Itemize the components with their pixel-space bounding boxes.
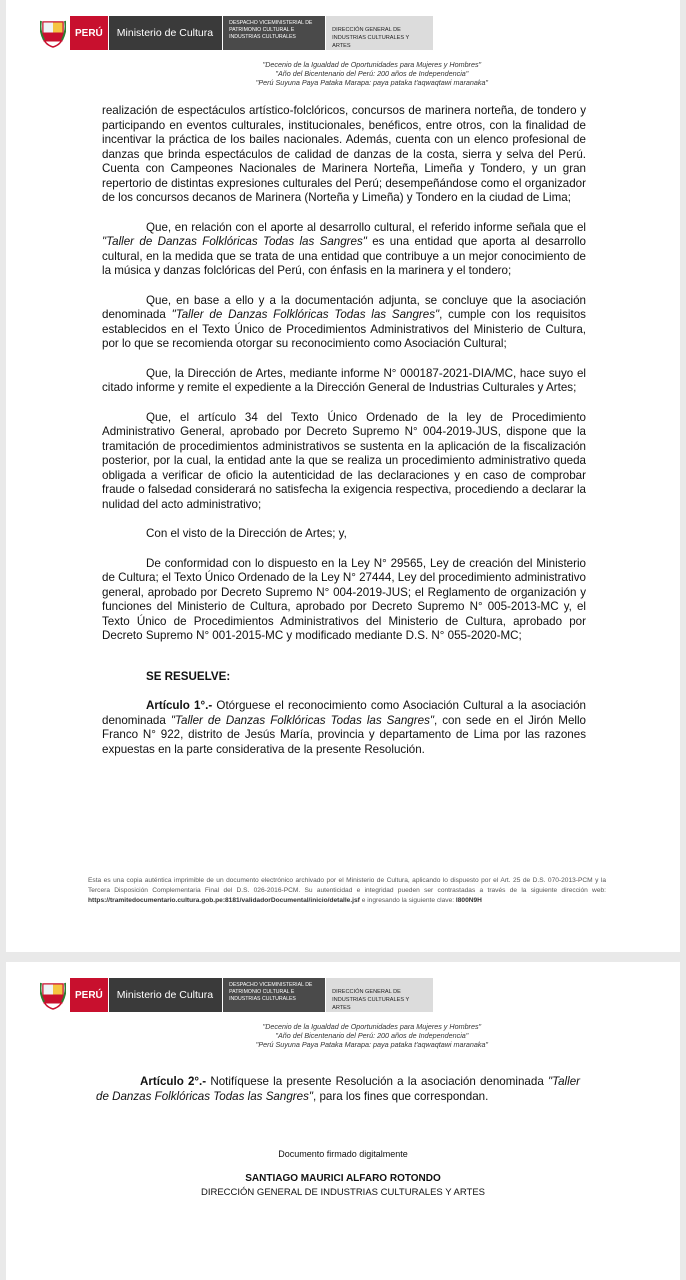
ministry-header (38, 16, 433, 50)
digital-signature-note: Documento firmado digitalmente (278, 1149, 408, 1159)
association-name: "Taller de Danzas Folklóricas Todas las Sangres" (102, 235, 367, 248)
paragraph-2 (102, 221, 586, 279)
official-mottos (256, 1022, 488, 1049)
document-page-1 (6, 0, 680, 952)
paragraph-1: realización de espectáculos artístico-folclóricos, concursos de marinera norteña, de tondero y participando en eventos culturales, institucionales, benéficos, entre otros, con la finalidad de incentivar la práctica de los bailes nacionales. Además, cuenta con un elenco profesional de danzas que brinda espectáculos de calidad de danzas de la costa, sierra y selva del Perú. Cuenta con Campeones Nacionales de Marinera Norteña, Limeña y Tondero, y un gran repertorio de distintas expresiones culturales del Perú; desempeñándose como el organizador de los concursos decanos de Marinera (Norteña y Limeña) y Tondero en la ciudad de Lima; (102, 104, 586, 204)
document-page-2 (6, 962, 680, 1280)
validation-url-link[interactable]: https://tramitedocumentario.cultura.gob.pe:8181/validadorDocumental/inicio/detalle.jsf (88, 897, 360, 904)
article-1-label: Artículo 1°.- (146, 699, 213, 712)
article-1-text-b: , con sede en el Jirón Mello Franco N° 922, distrito de Jesús María, provincia y departamento de Lima por las razones expuestas en la parte considerativa de la presente Resolución. (102, 713, 586, 756)
motto-line-2: "Año del Bicentenario del Perú: 200 años de Independencia" (275, 1031, 469, 1040)
paragraph-7: De conformidad con lo dispuesto en la Ley N° 29565, Ley de creación del Ministerio de Cultura; el Texto Único Ordenado de la Ley N° 27444, Ley del procedimiento administrativo general, aprobado por Decreto Supremo N° 004-2019-JUS; el Reglamento de organización y funciones del Ministerio de Cultura, aprobado por Decreto Supremo N° 005-2013-MC y, el Texto Único de Procedimientos Administrativos del Ministerio de Cultura, aprobado por Decreto Supremo N° 001-2015-MC y modificado mediante D.S. N° 055-2020-MC; (102, 556, 586, 642)
se-resuelve-heading: SE RESUELVE: (146, 669, 231, 683)
association-name: "Taller de Danzas Folklóricas Todas las Sangres" (171, 308, 440, 321)
paragraph-2-text-b: es una entidad que aporta al desarrollo cultural, en la medida que se trata de una entidad que contribuye a un mejor conocimiento de la música y danzas folclóricas del Perú, con énfasis en la marinera y el tondero; (102, 235, 586, 277)
resolution-body (102, 104, 586, 772)
official-mottos (256, 60, 488, 87)
peru-coat-of-arms-icon (38, 16, 68, 50)
paragraph-6: Con el visto de la Dirección de Artes; y, (146, 527, 347, 540)
motto-line-2: "Año del Bicentenario del Perú: 200 años de Independencia" (275, 69, 469, 78)
paragraph-4: Que, la Dirección de Artes, mediante informe N° 000187-2021-DIA/MC, hace suyo el citado informe y remite el expediente a la Dirección General de Industrias Culturales y Artes; (102, 366, 586, 394)
article-2-text-a: Notifíquese la presente Resolución a la asociación denominada (206, 1075, 548, 1088)
article-2-label: Artículo 2°.- (140, 1075, 207, 1088)
paragraph-3-text-a: Que, en base a ello y a la documentación adjunta, se concluye que la asociación denominada (102, 293, 586, 321)
validation-key: I800N9H (455, 897, 482, 904)
paragraph-3 (102, 294, 586, 352)
article-1-text-a: Otórguese el reconocimiento como Asociación Cultural a la asociación denominada (102, 699, 587, 727)
ministry-name: Ministerio de Cultura (108, 978, 222, 1012)
paragraph-3-text-b: , cumple con los requisitos establecidos en el Texto Único de Procedimientos Administrativos del Ministerio de Cultura, por lo que se recomienda otorgar su reconocimiento como Asociación Cultural; (102, 308, 586, 350)
article-2-block (96, 1075, 580, 1104)
motto-line-1: "Decenio de la Igualdad de Oportunidades para Mujeres y Hombres" (262, 60, 482, 69)
signer-name: SANTIAGO MAURICI ALFARO ROTONDO (245, 1173, 441, 1184)
ministry-name: Ministerio de Cultura (108, 16, 222, 50)
association-name: "Taller de Danzas Folklóricas Todas las Sangres" (170, 713, 434, 727)
paragraph-2-text-a: Que, en relación con el aporte al desarrollo cultural, el referido informe señala que el (146, 220, 586, 234)
vice-ministry-label: DESPACHO VICEMINISTERIAL DE PATRIMONIO CULTURAL E INDUSTRIAS CULTURALES (222, 16, 325, 50)
peru-label: PERÚ (70, 16, 108, 50)
motto-line-3: "Perú Suyuna Paya Pataka Marapa: paya pataka t'aqwaqtawi maranaka" (255, 1040, 488, 1049)
vice-ministry-label: DESPACHO VICEMINISTERIAL DE PATRIMONIO CULTURAL E INDUSTRIAS CULTURALES (222, 978, 325, 1012)
direction-label: DIRECCIÓN GENERAL DE INDUSTRIAS CULTURALES Y ARTES (325, 16, 433, 50)
motto-line-3: "Perú Suyuna Paya Pataka Marapa: paya pataka t'aqwaqtawi maranaka" (255, 78, 488, 87)
ministry-header (38, 978, 433, 1012)
direction-label: DIRECCIÓN GENERAL DE INDUSTRIAS CULTURALES Y ARTES (325, 978, 433, 1012)
motto-line-1: "Decenio de la Igualdad de Oportunidades para Mujeres y Hombres" (262, 1022, 482, 1031)
association-name: "Taller de Danzas Folklóricas Todas las Sangres" (96, 1075, 581, 1103)
peru-coat-of-arms-icon (38, 978, 68, 1012)
article-2 (96, 1075, 580, 1104)
footer-text-mid: e ingresando la siguiente clave: (359, 897, 456, 904)
article-2-text-b: , para los fines que correspondan. (313, 1089, 489, 1103)
paragraph-5: Que, el artículo 34 del Texto Único Ordenado de la ley de Procedimiento Administrativo General, aprobado por Decreto Supremo N° 004-2019-JUS, dispone que la tramitación de procedimientos administrativos se sustenta en la aplicación de la fiscalización posterior, por la cual, la entidad ante la que se realiza un procedimiento administrativo queda obligada a verificar de oficio la autenticidad de las declaraciones y en caso de comprobar fraude o falsedad considerará no satisfecha la exigencia respectiva, procediendo a declarar la nulidad del acto administrativo; (102, 410, 586, 511)
footer-text: Esta es una copia auténtica imprimible de un documento electrónico archivado por el Ministerio de Cultura, aplicando lo dispuesto por el Art. 25 de D.S. 070-2013-PCM y la Tercera Disposición Complementaria Final del D.S. 026-2016-PCM. Su autenticidad e integridad pueden ser contrastadas a través de la siguiente dirección web: (88, 877, 606, 894)
article-1 (102, 699, 586, 757)
authenticity-footer (88, 876, 606, 906)
signer-title: DIRECCIÓN GENERAL DE INDUSTRIAS CULTURALES Y ARTES (200, 1187, 485, 1198)
peru-label: PERÚ (70, 978, 108, 1012)
